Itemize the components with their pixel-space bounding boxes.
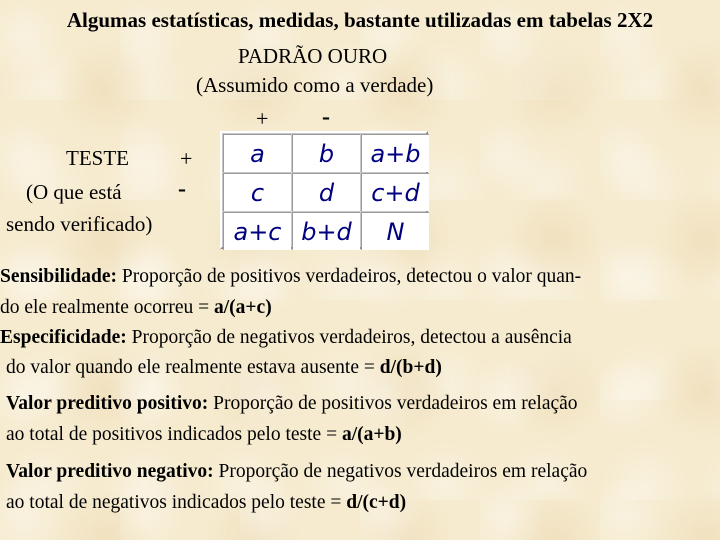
specificity-term: Especificidade:	[0, 327, 127, 348]
ppv-formula: a/(a+b)	[341, 424, 402, 445]
sensitivity-formula: a/(a+c)	[214, 297, 272, 318]
contingency-table	[220, 131, 428, 249]
test-note-line1: (O que está	[26, 180, 122, 204]
npv-text-cont: ao total de negativos indicados pelo teste =	[6, 492, 347, 513]
npv-definition-line2	[6, 492, 406, 514]
table-cell: b+d	[292, 212, 360, 250]
sensitivity-text-cont: do ele realmente ocorreu =	[0, 297, 215, 318]
row-negative-sign: -	[178, 176, 186, 202]
page-title: Algumas estatísticas, medidas, bastante utilizadas em tabelas 2X2	[66, 8, 654, 32]
sensitivity-text: Proporção de positivos verdadeiros, detectou o valor quan-	[117, 266, 582, 287]
npv-text: Proporção de negativos verdadeiros em relação	[213, 461, 588, 482]
npv-formula: d/(c+d)	[346, 492, 407, 513]
table-cell: b	[292, 134, 360, 172]
table-cell: c	[223, 173, 291, 211]
gold-standard-label: PADRÃO OURO	[238, 44, 388, 68]
specificity-definition-line2	[6, 357, 442, 379]
table-cell: c+d	[361, 173, 429, 211]
sensitivity-definition-line1	[0, 266, 581, 288]
specificity-text-cont: do valor quando ele realmente estava ausente =	[6, 357, 380, 378]
table-cell: a+c	[223, 212, 291, 250]
ppv-definition-line2	[6, 424, 402, 446]
specificity-formula: d/(b+d)	[379, 357, 442, 378]
test-note-line2: sendo verificado)	[6, 212, 153, 236]
npv-term: Valor preditivo negativo:	[6, 461, 214, 482]
column-positive-sign: +	[256, 106, 269, 131]
specificity-definition-line1	[0, 327, 572, 349]
sensitivity-term: Sensibilidade:	[0, 266, 118, 287]
specificity-text: Proporção de negativos verdadeiros, detectou a ausência	[126, 327, 572, 348]
row-positive-sign: +	[180, 146, 193, 171]
table-cell: a+b	[361, 134, 429, 172]
column-negative-sign: -	[322, 104, 330, 130]
ppv-term: Valor preditivo positivo:	[6, 393, 209, 414]
ppv-text: Proporção de positivos verdadeiros em relação	[208, 393, 578, 414]
ppv-text-cont: ao total de positivos indicados pelo teste =	[6, 424, 342, 445]
table-cell: N	[361, 212, 429, 250]
npv-definition-line1	[6, 461, 587, 483]
test-label: TESTE	[66, 146, 129, 170]
gold-standard-note: (Assumido como a verdade)	[196, 73, 434, 97]
table-cell: a	[223, 134, 291, 172]
sensitivity-definition-line2	[0, 297, 272, 319]
table-cell: d	[292, 173, 360, 211]
ppv-definition-line1	[6, 393, 578, 415]
